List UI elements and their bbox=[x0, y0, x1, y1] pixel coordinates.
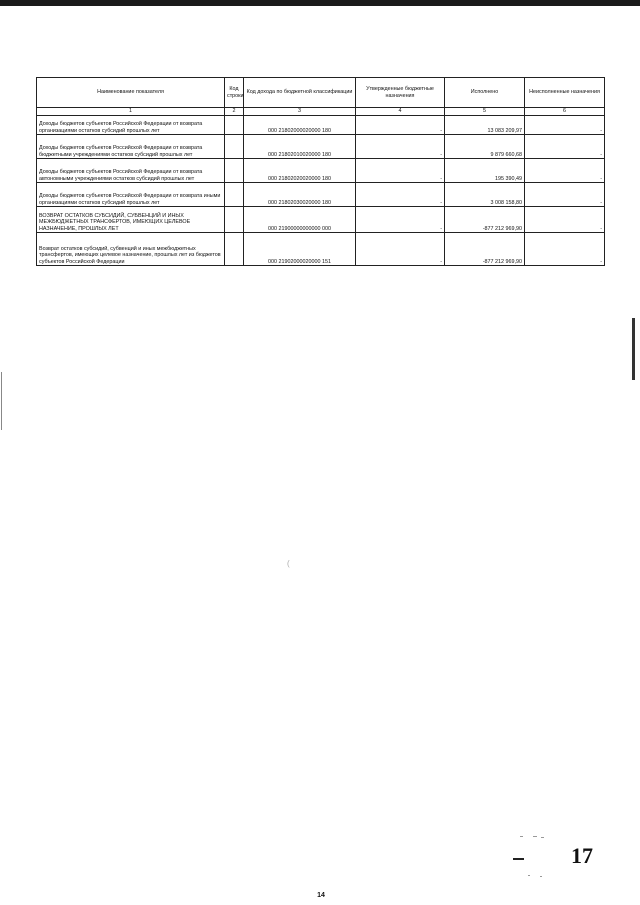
classification-code: 000 21802010020000 180 bbox=[244, 135, 356, 159]
approved-value: - bbox=[356, 183, 445, 207]
table-row bbox=[37, 135, 605, 159]
approved-value: - bbox=[356, 116, 445, 135]
executed-value: 195 390,49 bbox=[445, 159, 525, 183]
table-row bbox=[37, 233, 605, 266]
unexecuted-value: - bbox=[525, 207, 605, 233]
table-row bbox=[37, 207, 605, 233]
indicator-name: Возврат остатков субсидий, субвенций и иных межбюджетных трансфертов, имеющих целевое назначение, прошлых лет из бюджетов субъектов Российской Федерации bbox=[37, 233, 225, 266]
column-number: 1 bbox=[37, 108, 225, 116]
line-code bbox=[225, 183, 244, 207]
scan-speck bbox=[533, 836, 537, 837]
column-number: 4 bbox=[356, 108, 445, 116]
header-approved: Утвержденные бюджетные назначения bbox=[356, 78, 445, 108]
approved-value: - bbox=[356, 159, 445, 183]
scan-speck bbox=[520, 836, 523, 837]
indicator-name: Доходы бюджетов субъектов Российской Федерации от возврата организациями остатков субсидий прошлых лет bbox=[37, 116, 225, 135]
table-row bbox=[37, 183, 605, 207]
table-body bbox=[37, 108, 605, 266]
scan-speck bbox=[541, 837, 544, 838]
unexecuted-value: - bbox=[525, 159, 605, 183]
indicator-name: Доходы бюджетов субъектов Российской Федерации от возврата иными организациями остатков субсидий прошлых лет bbox=[37, 183, 225, 207]
indicator-name: Доходы бюджетов субъектов Российской Федерации от возврата бюджетными учреждениями остатков субсидий прошлых лет bbox=[37, 135, 225, 159]
stamp-number: 17 bbox=[571, 843, 593, 868]
table-row bbox=[37, 159, 605, 183]
column-number-row bbox=[37, 108, 605, 116]
executed-value: 3 008 158,80 bbox=[445, 183, 525, 207]
scan-left-mark bbox=[1, 372, 2, 430]
approved-value: - bbox=[356, 135, 445, 159]
classification-code: 000 21902000020000 151 bbox=[244, 233, 356, 266]
approved-value: - bbox=[356, 233, 445, 266]
classification-code: 000 21802020020000 180 bbox=[244, 159, 356, 183]
classification-code: 000 21802030020000 180 bbox=[244, 183, 356, 207]
line-code bbox=[225, 116, 244, 135]
column-number: 3 bbox=[244, 108, 356, 116]
header-unexecuted: Неисполненные назначения bbox=[525, 78, 605, 108]
table-row bbox=[37, 116, 605, 135]
table-header bbox=[37, 78, 605, 108]
header-row bbox=[37, 78, 605, 108]
stamp-dash bbox=[513, 858, 524, 860]
executed-value: -877 212 969,90 bbox=[445, 233, 525, 266]
header-indicator-name: Наименование показателя bbox=[37, 78, 225, 108]
executed-value: 9 879 660,68 bbox=[445, 135, 525, 159]
header-classification-code: Код дохода по бюджетной классификации bbox=[244, 78, 356, 108]
line-code bbox=[225, 159, 244, 183]
classification-code: 000 21802000020000 180 bbox=[244, 116, 356, 135]
budget-execution-table bbox=[36, 77, 605, 266]
line-code bbox=[225, 207, 244, 233]
line-code bbox=[225, 135, 244, 159]
scan-artifact: ( bbox=[287, 559, 290, 568]
unexecuted-value: - bbox=[525, 116, 605, 135]
unexecuted-value: - bbox=[525, 233, 605, 266]
column-number: 5 bbox=[445, 108, 525, 116]
indicator-name: Доходы бюджетов субъектов Российской Федерации от возврата автономными учреждениями остатков субсидий прошлых лет bbox=[37, 159, 225, 183]
column-number: 2 bbox=[225, 108, 244, 116]
line-code bbox=[225, 233, 244, 266]
executed-value: 13 083 209,97 bbox=[445, 116, 525, 135]
executed-value: -877 212 969,90 bbox=[445, 207, 525, 233]
header-line-code: Код строки bbox=[225, 78, 244, 108]
unexecuted-value: - bbox=[525, 135, 605, 159]
unexecuted-value: - bbox=[525, 183, 605, 207]
scan-right-mark bbox=[632, 318, 635, 380]
classification-code: 000 21900000000000 000 bbox=[244, 207, 356, 233]
column-number: 6 bbox=[525, 108, 605, 116]
approved-value: - bbox=[356, 207, 445, 233]
indicator-name: ВОЗВРАТ ОСТАТКОВ СУБСИДИЙ, СУБВЕНЦИЙ И ИНЫХ МЕЖБЮДЖЕТНЫХ ТРАНСФЕРТОВ, ИМЕЮЩИХ ЦЕЛЕВОЕ НАЗНАЧЕНИЕ, ПРОШЛЫХ ЛЕТ bbox=[37, 207, 225, 233]
scan-speck bbox=[540, 876, 542, 877]
scan-speck bbox=[528, 875, 530, 876]
page-number: 14 bbox=[317, 892, 325, 899]
header-executed: Исполнено bbox=[445, 78, 525, 108]
scan-top-edge bbox=[0, 0, 640, 6]
